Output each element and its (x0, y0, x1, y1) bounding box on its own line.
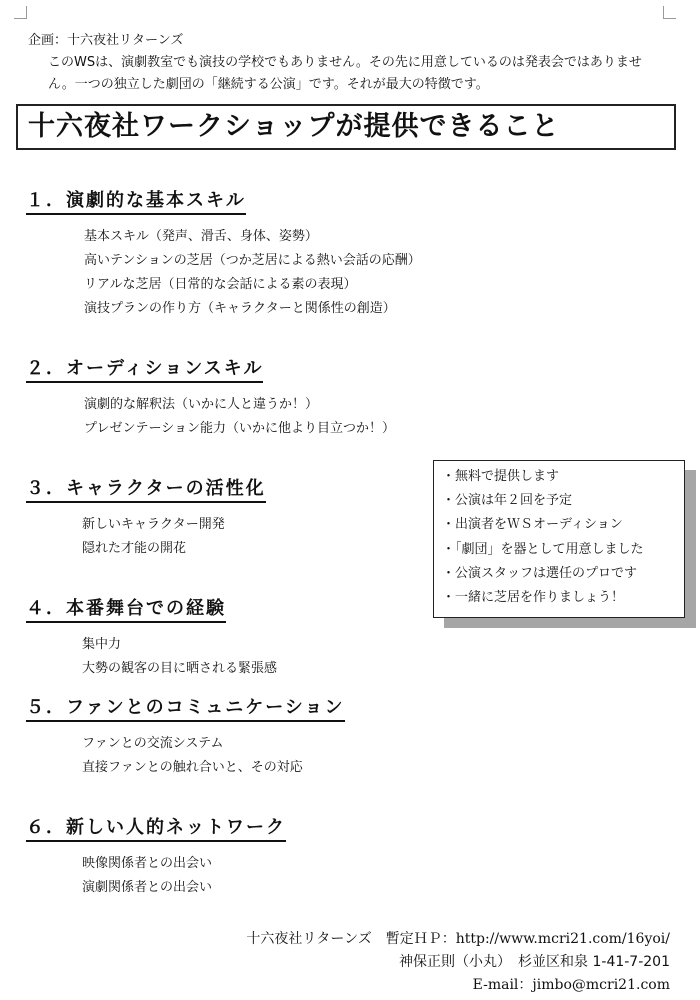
list-item: 集中力 (82, 637, 122, 652)
section-network (26, 817, 286, 900)
section-heading: １．演劇的な基本スキル (26, 190, 246, 215)
intro (28, 30, 668, 96)
feature-item: ・公演スタッフは選任のプロです (442, 565, 638, 581)
list-item: 高いテンションの芝居（つか芝居による熱い会話の応酬） (84, 253, 421, 268)
footer-org: 十六夜社リターンズ 暫定ＨＰ： (246, 931, 456, 947)
section-list (26, 393, 395, 441)
footer-contact (246, 928, 670, 997)
organizer-line: 企画：十六夜社リターンズ (28, 33, 184, 48)
section-heading: ４．本番舞台での経験 (26, 598, 226, 623)
list-item: 大勢の観客の目に晒される緊張感 (82, 661, 278, 676)
section-stage-experience (26, 598, 277, 681)
list-item: プレゼンテーション能力（いかに他より目立つか！） (84, 421, 395, 436)
page-title: 十六夜社ワークショップが提供できること (16, 104, 676, 150)
section-list (26, 732, 345, 780)
email-link[interactable]: jimbo@mcri21.com (532, 977, 670, 993)
section-heading: ５．ファンとのコミュニケーション (26, 697, 345, 722)
section-heading: ６．新しい人的ネットワーク (26, 817, 286, 842)
homepage-link[interactable]: http://www.mcri21.com/16yoi/ (455, 931, 670, 947)
feature-item: ・出演者をＷＳオーディション (442, 517, 623, 533)
section-audition-skills (26, 358, 395, 441)
list-item: 演技プランの作り方（キャラクターと関係性の創造） (84, 301, 396, 316)
section-list (26, 852, 286, 900)
footer-contact-line: 神保正則（小丸） 杉並区和泉 1-41-7-201 (399, 954, 670, 970)
section-list (26, 225, 421, 321)
list-item: ファンとの交流システム (82, 736, 224, 751)
section-heading: ２．オーディションスキル (26, 358, 263, 383)
footer-org-line (246, 928, 670, 951)
feature-item: ・公演は年２回を予定 (442, 493, 573, 509)
section-heading: ３．キャラクターの活性化 (26, 478, 266, 503)
email-label: E-mail： (472, 977, 533, 993)
feature-item: ・「劇団」を器として用意しました (442, 541, 644, 557)
features-list (442, 465, 684, 610)
section-list (26, 513, 266, 561)
section-fan-communication (26, 697, 345, 780)
section-basic-skills (26, 190, 421, 321)
section-character (26, 478, 266, 561)
list-item: 基本スキル（発声、滑舌、身体、姿勢） (84, 229, 318, 244)
feature-item: ・一緒に芝居を作りましょう！ (442, 590, 625, 606)
list-item: 隠れた才能の開花 (82, 541, 187, 556)
feature-item: ・無料で提供します (442, 469, 560, 484)
footer-email-line (246, 974, 670, 997)
list-item: 新しいキャラクター開発 (82, 517, 225, 532)
features-box (433, 460, 685, 618)
list-item: 映像関係者との出会い (82, 856, 213, 871)
list-item: 直接ファンとの触れ合いと、その対応 (82, 760, 303, 775)
list-item: 演劇関係者との出会い (82, 880, 213, 895)
intro-description: このWSは、演劇教室でも演技の学校でもありません。その先に用意しているのは発表会ではありません。一つの独立した劇団の「継続する公演」です。それが最大の特徴です。 (48, 55, 642, 92)
page-corner-mark-left (14, 6, 27, 19)
section-list (26, 633, 277, 681)
list-item: 演劇的な解釈法（いかに人と違うか！） (84, 397, 319, 412)
list-item: リアルな芝居（日常的な会話による素の表現） (84, 277, 357, 292)
page-corner-mark-right (663, 6, 676, 19)
